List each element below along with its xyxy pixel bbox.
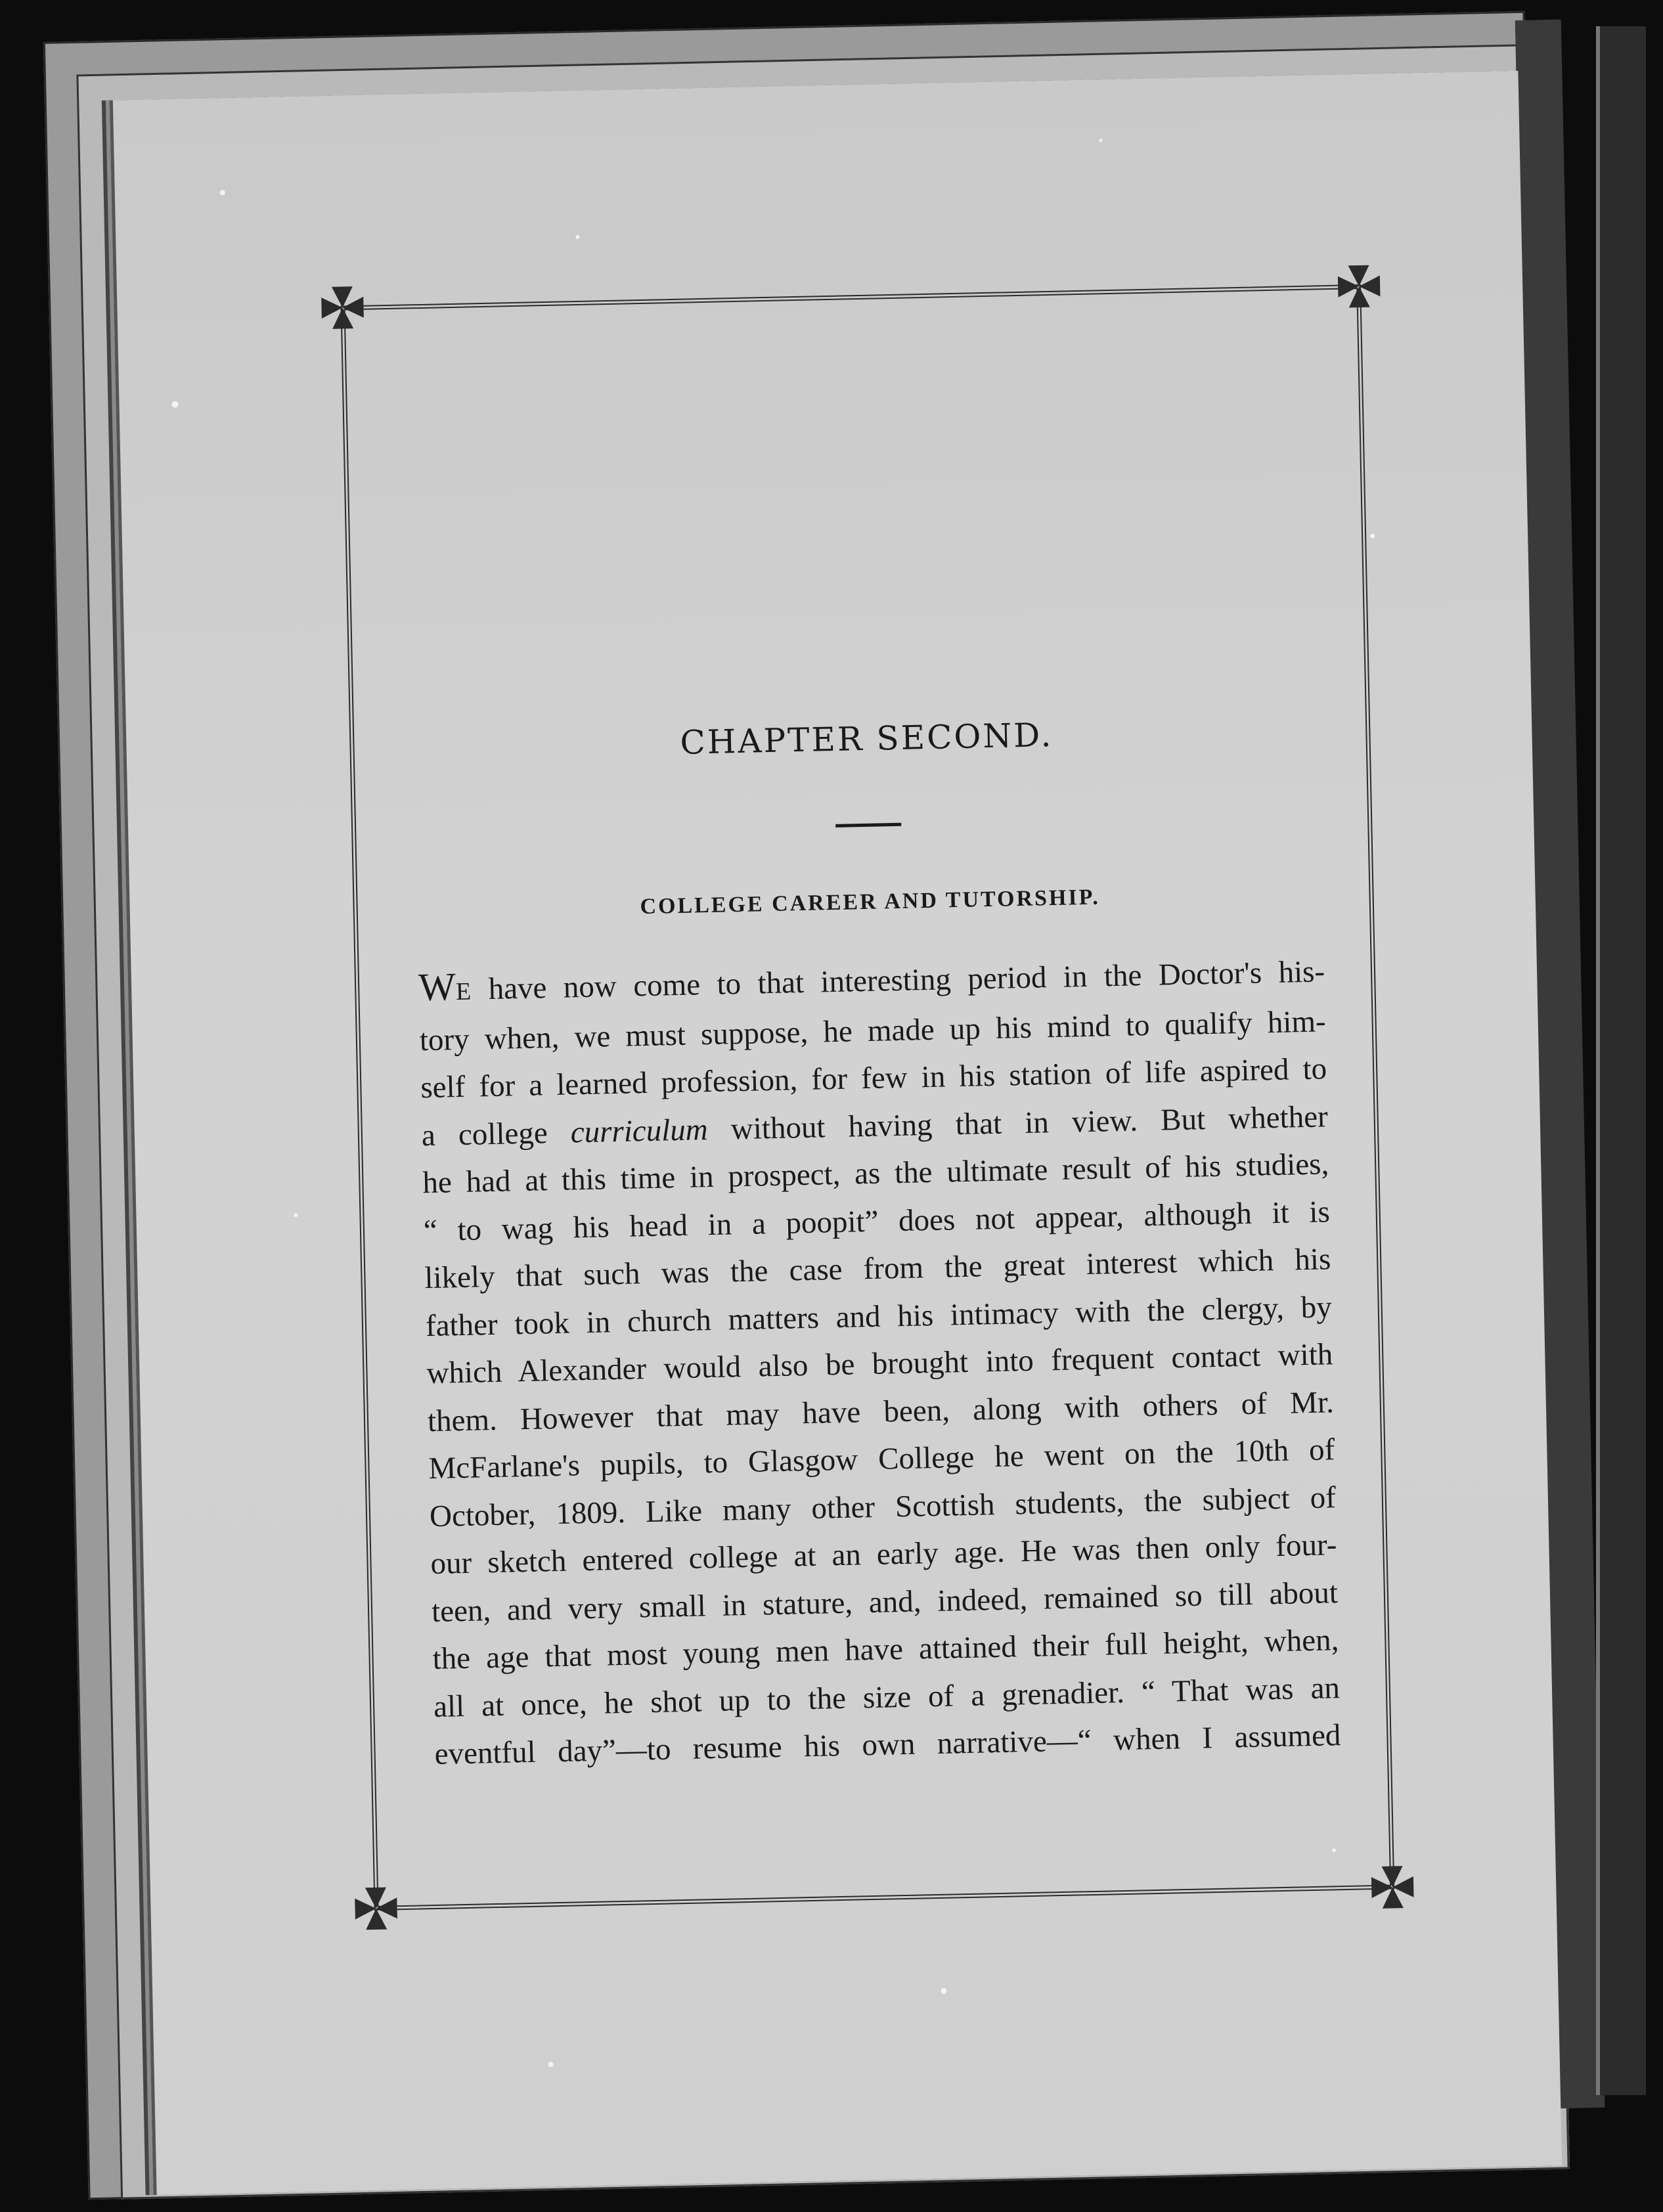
text-line-segment: a college <box>421 1115 571 1153</box>
maltese-cross-icon <box>1367 1862 1418 1913</box>
initial-smallcaps: E <box>455 977 472 1006</box>
text-line-segment: have now come to that interesting period in the Doctor's his- <box>471 954 1325 1007</box>
text-line: our sketch entered college at an early age. He was then only four- <box>430 1528 1337 1582</box>
dust-speck <box>294 1213 298 1217</box>
dust-speck <box>1370 534 1375 539</box>
text-line: he had at this time in prospect, as the ultimate result of his studies, <box>422 1147 1329 1201</box>
decorative-border <box>340 284 1394 1911</box>
text-line: “ to wag his head in a poopit” does not appear, although it is <box>423 1194 1331 1248</box>
text-line: teen, and very small in stature, and, indeed, remained so till about <box>431 1575 1339 1629</box>
text-line: likely that such was the case from the great interest which his <box>424 1242 1331 1296</box>
text-line-segment: without having that in view. But whether <box>707 1099 1329 1147</box>
dust-speck <box>171 401 178 408</box>
text-line: self for a learned profession, for few in his station of life aspired to <box>420 1051 1327 1105</box>
title-rule <box>835 823 901 828</box>
dust-speck <box>941 1988 946 1994</box>
page-content <box>413 710 1341 1778</box>
maltese-cross-icon <box>351 1883 402 1934</box>
text-line: all at once, he shot up to the size of a grenadier. “ That was an <box>433 1670 1341 1724</box>
maltese-cross-icon <box>317 282 368 334</box>
dust-speck <box>220 190 225 195</box>
section-title: COLLEGE CAREER AND TUTORSHIP. <box>640 885 1101 919</box>
dust-speck <box>548 2062 554 2067</box>
italic-word: curriculum <box>570 1112 709 1149</box>
text-line: tory when, we must suppose, he made up his mind to qualify him- <box>419 1004 1327 1057</box>
text-line: which Alexander would also be brought into frequent contact with <box>426 1337 1333 1391</box>
adjacent-page-sliver <box>1596 26 1646 2095</box>
book-page <box>110 71 1562 2195</box>
text-line: McFarlane's pupils, to Glasgow College he went on the 10th of <box>428 1432 1335 1486</box>
maltese-cross-icon <box>1333 261 1385 312</box>
text-line: them. However that may have been, along with others of Mr. <box>427 1384 1335 1438</box>
text-line: father took in church matters and his intimacy with the clergy, by <box>425 1289 1333 1343</box>
text-line: October, 1809. Like many other Scottish students, the subject of <box>429 1480 1337 1534</box>
chapter-title: CHAPTER SECOND. <box>679 715 1053 762</box>
body-paragraph <box>418 944 1341 1778</box>
text-line: the age that most young men have attained their full height, when, <box>432 1623 1339 1677</box>
text-line: eventful day”—to resume his own narrative—“ when I assumed <box>434 1718 1341 1771</box>
dust-speck <box>575 235 579 239</box>
dust-speck <box>1099 139 1102 142</box>
drop-initial: W <box>418 965 456 1009</box>
